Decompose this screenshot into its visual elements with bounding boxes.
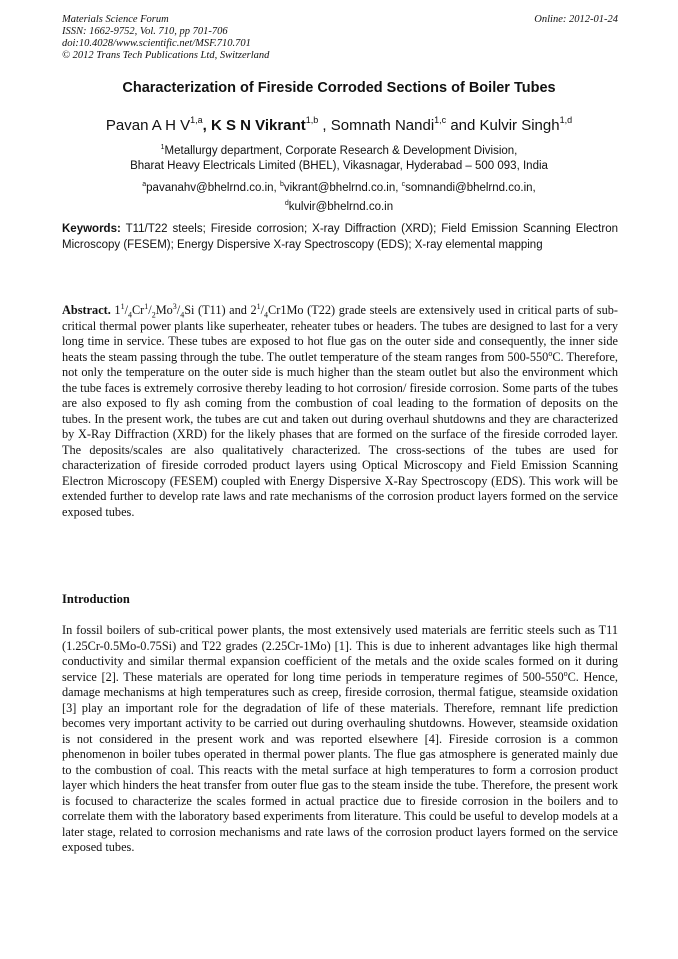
affiliation — [40, 140, 638, 174]
fraction-den: 2 — [151, 310, 156, 320]
keywords-label: Keywords: — [62, 223, 121, 235]
keywords-text: T11/T22 steels; Fireside corrosion; X-ray Diffraction (XRD); Field Emission Scanning Electron Microscopy (FESEM); Energy Dispersive X-ray Spectroscopy (EDS); X-ray elemental mapping — [62, 223, 618, 251]
email-mark: a — [142, 181, 147, 188]
fraction-num: 3 — [172, 301, 177, 311]
online-date: Online: 2012-01-24 — [534, 14, 618, 25]
email-mark: b — [279, 181, 284, 188]
intro-text: In fossil boilers of sub-critical power plants, the most extensively used materials are ferritic steels such as T11 (1.25Cr-0.5Mo-0.75Si) and T22 grades (2.25Cr-1Mo) [1]. This is due to inherent advantages like high thermal conductivity and similar thermal expansion coefficient of the metals and the oxide scales formed on it during service [2]. These materials are operated for long time periods in temperature regimes of 500-550 — [62, 623, 618, 684]
email-link[interactable]: vikrant@bhelrnd.co.in, — [283, 182, 402, 194]
copyright-line: © 2012 Trans Tech Publications Ltd, Switzerland — [62, 50, 270, 61]
author-name: , K S N Vikrant — [202, 117, 306, 134]
affil-line: Metallurgy department, Corporate Research & Development Division, — [164, 145, 518, 157]
affil-line: Bharat Heavy Electricals Limited (BHEL), Vikasnagar, Hyderabad – 500 093, India — [130, 160, 548, 172]
email-link[interactable]: kulvir@bhelrnd.co.in — [288, 201, 394, 213]
author-affil-mark: 1,c — [434, 115, 447, 125]
author-affil-mark: 1,d — [559, 115, 573, 125]
abstract-text: Mo — [155, 303, 173, 317]
author-name: and Kulvir Singh — [446, 117, 560, 134]
abstract-text: C. Therefore, not only the temperature on the outer side is much higher than the steam outlet but also the environment which the tube faces is extremely corrosive thereby leading to hot corrosion/ fireside corrosion. Some parts of the tubes are also exposed to fly ash coming from the combustion of coal leading to the formation of deposits on the tubes. In the present work, the tubes are cut and taken out during overhaul shutdowns and they are characterized by X-Ray Diffraction (XRD) for the likely phases that are formed on the surface of the fireside corroded layer. The deposits/scales are also qualitatively characterized. The cross-sections of the tubes are used for characterization of fireside corroded product layers using Optical Microscopy and Field Emission Scanning Electron Microscopy (FESEM) coupled with Energy Dispersive X-Ray Spectroscopy (EDS). This work will be extended further to develop rate laws and rate mechanisms of the corrosion product layers formed on the service exposed tubes. — [62, 349, 618, 519]
degree-mark: o — [563, 668, 568, 678]
author-name: Pavan A H V — [105, 117, 191, 134]
section-heading: Introduction — [62, 592, 130, 606]
intro-text: C. Hence, damage mechanisms at high temperatures such as creep, fireside corrosion, thermal fatigue, steamside oxidation [3] play an important role for the degradation of life of these materials. Therefore, remnant life prediction becomes very important activity to be carried out during overhauling shutdowns. However, steamside oxidation is not considered in the present work and was reported elsewhere [4]. Fireside corrosion is a common phenomenon in boiler tubes operated in thermal power plants. The flue gas atmosphere is generated mainly due to the combustion of coal. This reacts with the metal surface at high temperatures to form a corrosion product layer which hinders the heat transfer from outer flue gas to the steam inside the tube. Therefore, the present work is focused to characterize the scales formed in actual practice due to fireside corrosion in the boilers and to correlate them with the laboratory based experiments from literature. This could be useful to develop models at a later stage, related to corrosion mechanisms and rate laws of the corrosion product layers formed on the service exposed tubes. — [62, 669, 619, 854]
keywords-block — [62, 222, 618, 253]
fraction-num: 1 — [144, 301, 149, 311]
fraction-den: 4 — [127, 310, 132, 320]
author-list — [30, 115, 648, 134]
issn-line: ISSN: 1662-9752, Vol. 710, pp 701-706 — [62, 26, 228, 37]
email-link[interactable]: pavanahv@bhelrnd.co.in, — [146, 182, 280, 194]
author-affil-mark: 1,a — [190, 115, 203, 125]
introduction-paragraph — [62, 623, 618, 856]
author-emails — [40, 177, 638, 215]
affil-mark: 1 — [160, 144, 165, 151]
journal-header — [62, 14, 618, 62]
journal-name: Materials Science Forum — [62, 14, 169, 25]
email-link[interactable]: somnandi@bhelrnd.co.in, — [405, 182, 536, 194]
fraction-num: 1 — [256, 301, 261, 311]
abstract-block: Abstract. $1^1/_4Cr^1/_2Mo^3/_4Si$ (T11) and $2^1/_4Cr1Mo$ (T22) grade steels are extensively used in critical parts of sub-critical thermal power plants like superheater, reheater tubes or headers. The tubes are designed to last for a very long time in service. These tubes are exposed to hot flue gas on the outer side and consequently, the inner side heats the steam passing through the tube. The outlet temperature of the steam ranges from 500-550$^o$C. Therefore, not only the temperature on the outer side is much higher than the steam outlet but also the environment which the tube faces is extremely corrosive thereby leading to hot corrosion/ fireside corrosion. Some parts of the tubes are also exposed to fly ash coming from the combustion of coal leading to the formation of deposits on the tubes. In the present work, the tubes are cut and taken out during overhaul shutdowns and they are characterized by X-Ray Diffraction (XRD) for the likely phases that are formed on the surface of the fireside corroded layer. The deposits/scales are also qualitatively characterized. The cross-sections of the tubes are used for characterization of fireside corroded product layers using Optical Microscopy and Field Emission Scanning Electron Microscopy (FESEM) coupled with Energy Dispersive X-Ray Spectroscopy (EDS). This work will be extended further to develop rate laws and rate mechanisms of the corrosion product layers formed on the service exposed tubes. — [62, 301, 618, 519]
doi-line: doi:10.4028/www.scientific.net/MSF.710.701 — [62, 38, 251, 49]
abstract-text: Si (T11) and 2 — [184, 303, 257, 317]
author-affil-mark: 1,b — [305, 115, 319, 125]
abstract-text: 1 — [110, 303, 121, 317]
fraction-den: 4 — [264, 310, 269, 320]
author-name: , Somnath Nandi — [318, 117, 435, 134]
abstract-text: Cr — [131, 303, 145, 317]
fraction-den: 4 — [180, 310, 185, 320]
paper-title: Characterization of Fireside Corroded Sections of Boiler Tubes — [122, 80, 556, 96]
email-mark: c — [401, 181, 406, 188]
abstract-text: Cr1Mo (T22) grade steels are extensively used in critical parts of sub-critical thermal power plants like superheater, reheater tubes or headers. The tubes are designed to last for a very long time in service. These tubes are exposed to hot flue gas on the outer side and consequently, the inner side heats the steam passing through the tube. The outlet temperature of the steam ranges from 500-550 — [62, 303, 618, 364]
degree-mark: o — [548, 348, 553, 358]
email-mark: d — [284, 200, 289, 207]
abstract-label: Abstract. — [62, 303, 111, 317]
fraction-num: 1 — [120, 301, 125, 311]
